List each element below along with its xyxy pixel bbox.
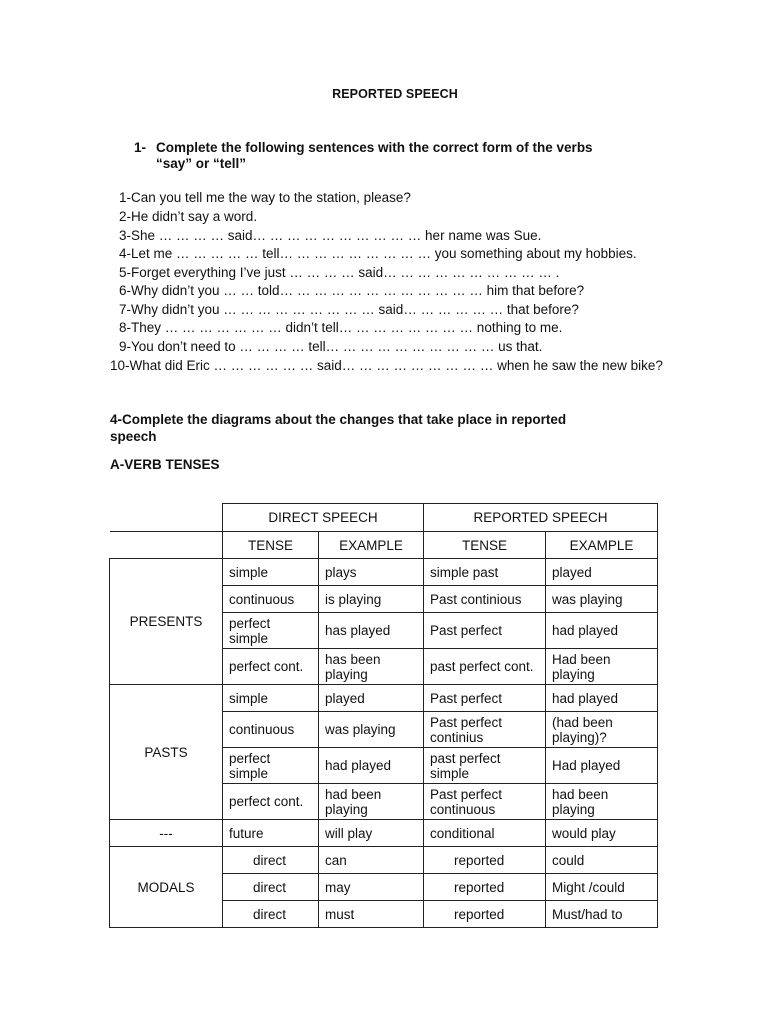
table-cell: Had played: [546, 748, 658, 784]
table-cell: continuous: [223, 712, 319, 748]
table-cell: perfect simple: [223, 748, 319, 784]
table-cell: simple: [223, 559, 319, 586]
column-header: TENSE: [424, 532, 546, 559]
table-cell: had been playing: [319, 784, 424, 820]
table-cell: could: [546, 847, 658, 874]
page-title: REPORTED SPEECH: [332, 87, 458, 101]
table-cell: Past perfect continuous: [424, 784, 546, 820]
direct-speech-header: DIRECT SPEECH: [223, 504, 424, 532]
column-header: EXAMPLE: [319, 532, 424, 559]
exercise-4-heading-line1: 4-Complete the diagrams about the changes that take place in reported: [110, 412, 567, 427]
table-row: [110, 847, 658, 874]
table-cell: played: [546, 559, 658, 586]
table-cell: had been playing: [546, 784, 658, 820]
table-cell: reported: [424, 847, 546, 874]
table-cell: direct: [223, 901, 319, 928]
sentence-item: 5-Forget everything I’ve just … … … … said… … … … … … … … … … .: [119, 265, 560, 280]
table-cell: direct: [223, 874, 319, 901]
sentence-item: 10-What did Eric … … … … … … said… … … … … … … … … when he saw the new bike?: [110, 358, 663, 373]
table-row: [110, 820, 658, 847]
group-label-modals: MODALS: [110, 847, 223, 928]
table-cell: Past continious: [424, 586, 546, 613]
sentence-item: 8-They … … … … … … … didn’t tell… … … … … … … … nothing to me.: [119, 320, 563, 335]
exercise-1-instruction-line2: “say” or “tell”: [156, 156, 247, 171]
table-cell: Past perfect continius: [424, 712, 546, 748]
table-cell: future: [223, 820, 319, 847]
table-cell: simple: [223, 685, 319, 712]
table-cell: had played: [546, 685, 658, 712]
exercise-4-heading-line2: speech: [110, 429, 157, 444]
table-cell: was playing: [546, 586, 658, 613]
table-cell: had played: [546, 613, 658, 649]
table-row: [110, 559, 658, 586]
table-cell: plays: [319, 559, 424, 586]
table-cell: would play: [546, 820, 658, 847]
table-cell: reported: [424, 874, 546, 901]
exercise-1-number: 1-: [134, 140, 147, 155]
table-cell: is playing: [319, 586, 424, 613]
table-cell: conditional: [424, 820, 546, 847]
section-title: A-VERB TENSES: [110, 457, 220, 472]
exercise-1-heading: [134, 140, 674, 172]
group-label-pasts: PASTS: [110, 685, 223, 820]
table-cell: will play: [319, 820, 424, 847]
sentence-item: 7-Why didn’t you … … … … … … … … … said… … … … … … that before?: [119, 302, 579, 317]
table-cell: Had been playing: [546, 649, 658, 685]
column-header: EXAMPLE: [546, 532, 658, 559]
sentence-item: 3-She … … … … said… … … … … … … … … … her name was Sue.: [119, 228, 542, 243]
table-cell: had played: [319, 748, 424, 784]
table-cell: perfect cont.: [223, 784, 319, 820]
table-cell: has played: [319, 613, 424, 649]
column-header: TENSE: [223, 532, 319, 559]
sentence-item: 2-He didn’t say a word.: [119, 209, 258, 224]
table-cell: direct: [223, 847, 319, 874]
exercise-4-heading: [110, 411, 670, 445]
table-cell: Past perfect: [424, 613, 546, 649]
verb-tenses-table: [109, 503, 658, 928]
table-cell: past perfect simple: [424, 748, 546, 784]
table-cell: must: [319, 901, 424, 928]
table-cell: Must/had to: [546, 901, 658, 928]
table-cell: Might /could: [546, 874, 658, 901]
table-cell: has been playing: [319, 649, 424, 685]
empty-corner-cell: [110, 532, 223, 559]
table-row: [110, 685, 658, 712]
table-cell: was playing: [319, 712, 424, 748]
sentence-item: 4-Let me … … … … … tell… … … … … … … … … you something about my hobbies.: [119, 246, 637, 261]
table-cell: perfect cont.: [223, 649, 319, 685]
table-cell: Past perfect: [424, 685, 546, 712]
exercise-1-instruction-line1: Complete the following sentences with the correct form of the verbs: [156, 140, 593, 155]
sentence-item: 1-Can you tell me the way to the station, please?: [119, 190, 411, 205]
table-cell: may: [319, 874, 424, 901]
reported-speech-header: REPORTED SPEECH: [424, 504, 658, 532]
table-cell: past perfect cont.: [424, 649, 546, 685]
table-cell: continuous: [223, 586, 319, 613]
sentence-item: 6-Why didn’t you … … told… … … … … … … … … … … … him that before?: [119, 283, 585, 298]
table-header-row: [110, 504, 658, 532]
table-cell: can: [319, 847, 424, 874]
table-cell: (had been playing)?: [546, 712, 658, 748]
table-cell: perfect simple: [223, 613, 319, 649]
group-label-presents: PRESENTS: [110, 559, 223, 685]
table-cell: played: [319, 685, 424, 712]
sentence-item: 9-You don’t need to … … … … tell… … … … … … … … … … us that.: [119, 339, 543, 354]
table-cell: simple past: [424, 559, 546, 586]
empty-corner-cell: [110, 504, 223, 532]
table-cell: reported: [424, 901, 546, 928]
group-label-future: ---: [110, 820, 223, 847]
table-subheader-row: [110, 532, 658, 559]
